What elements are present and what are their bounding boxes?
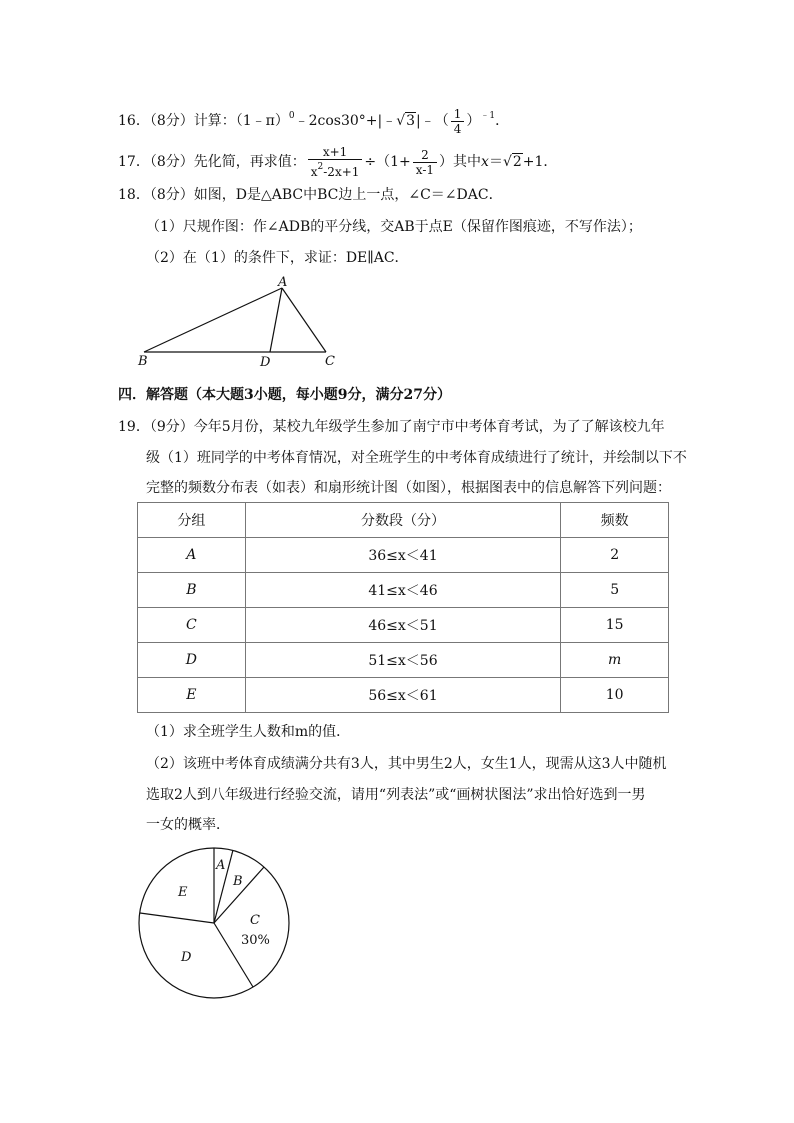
- table-row: [138, 538, 669, 573]
- q17-frac1-num: x+1: [308, 145, 363, 160]
- table-cell-freq: 10: [561, 678, 669, 713]
- q19-sub1: （1）求全班学生人数和m的值．: [146, 724, 351, 740]
- q16-frac-den: 4: [453, 121, 462, 136]
- side-ac: [282, 288, 326, 352]
- q19-line2: 级（1）班同学的中考体育情况，对全班学生的中考体育成绩进行了统计，并绘制以下不: [146, 450, 687, 466]
- table-header: 分组: [138, 503, 246, 538]
- q17-frac1-den-a: x: [310, 165, 318, 179]
- q16-exp-neg1: ﹣1: [480, 111, 496, 121]
- q16-part3: |﹣（: [416, 113, 449, 129]
- pie-label-a: A: [216, 858, 226, 873]
- q17-label: 17．（8分）先化简，再求值：: [118, 154, 306, 170]
- frequency-table: [137, 502, 669, 713]
- table-row: [138, 678, 669, 713]
- question-18: [118, 185, 503, 205]
- table-cell-group: A: [138, 538, 246, 573]
- table-cell-group: E: [138, 678, 246, 713]
- q17-frac1-den-sup: 2: [317, 162, 324, 172]
- q19-sub2-line1: （2）该班中考体育成绩满分共有3人，其中男生2人，女生1人，现需从这3人中随机: [146, 756, 667, 772]
- q16-exp-zero: 0: [288, 111, 295, 121]
- pie-figure: [130, 840, 290, 1005]
- q17-div: ÷（1+: [364, 154, 411, 170]
- question-16: 16．（8分）计算：（1﹣π）$^0$﹣2cos30°+|﹣√3|﹣（ $\frac{1}{4}$ ）$^{﹣1}$．: [118, 106, 510, 136]
- q18-label: 18．（8分）如图，: [118, 187, 236, 203]
- table-cell-range: 46≤x＜51: [245, 608, 561, 643]
- q17-frac1-den: [308, 160, 363, 179]
- pie-label-e: E: [178, 885, 188, 900]
- table-cell-range: 51≤x＜56: [245, 643, 561, 678]
- table-cell-freq: m: [561, 643, 669, 678]
- table-cell-freq: 5: [561, 573, 669, 608]
- pie-label-d: D: [181, 950, 192, 965]
- table-cell-range: 41≤x＜46: [245, 573, 561, 608]
- pie-label-c: C: [250, 913, 260, 928]
- q17-frac1-den-b: -2x+1: [323, 165, 360, 179]
- pie-radius: [140, 913, 214, 923]
- vertex-label-c: C: [325, 354, 335, 369]
- vertex-label-a: A: [278, 275, 288, 290]
- q18-sub2: （2）在（1）的条件下，求证：DE∥AC．: [146, 250, 409, 266]
- side-ab: [144, 288, 282, 352]
- q17-sqrt-arg: 2: [512, 154, 522, 170]
- table-row: [138, 573, 669, 608]
- table-cell-freq: 15: [561, 608, 669, 643]
- table-cell-group: B: [138, 573, 246, 608]
- pie-label-b: B: [233, 874, 243, 889]
- q16-fraction: [451, 107, 465, 136]
- q17-fraction-2: [413, 148, 437, 177]
- q19-line1: 19．（9分）今年5月份，某校九年级学生参加了南宁市中考体育考试，为了了解该校九年: [118, 419, 665, 435]
- q19-sub2-line2: 选取2人到八年级进行经验交流，请用“列表法”或“画树状图法”求出恰好选到一男: [146, 787, 646, 803]
- table-cell-freq: 2: [561, 538, 669, 573]
- table-header: 频数: [561, 503, 669, 538]
- q16-label: 16．（8分）计算：（1﹣π）: [118, 113, 289, 129]
- q16-end: ．: [495, 113, 510, 129]
- q16-part4: ）: [466, 113, 481, 129]
- table-row: [138, 608, 669, 643]
- vertex-label-d: D: [260, 355, 271, 370]
- section-4-title: 四．解答题（本大题3小题，每小题9分，满分27分）: [118, 387, 451, 403]
- table-header-row: [138, 503, 669, 538]
- table-cell-group: C: [138, 608, 246, 643]
- segment-ad: [270, 288, 282, 352]
- q19-line3: 完整的频数分布表（如表）和扇形统计图（如图），根据图表中的信息解答下列问题：: [146, 480, 671, 496]
- q16-frac-num: 1: [451, 107, 465, 122]
- table-cell-range: 36≤x＜41: [245, 538, 561, 573]
- q17-fraction-1: [308, 145, 363, 179]
- q18-text: D是△ABC中BC边上一点，∠C＝∠DAC．: [235, 187, 503, 203]
- q17-frac2-den: x-1: [415, 162, 435, 177]
- q16-part2: ﹣2cos30°+|﹣: [294, 113, 397, 129]
- q17-eq: ＝: [488, 154, 503, 170]
- q17-var-x: x: [481, 154, 489, 170]
- q18-sub1: （1）尺规作图：作∠ADB的平分线，交AB于点E（保留作图痕迹，不写作法）；: [146, 219, 642, 235]
- q17-after: ）其中: [439, 154, 482, 170]
- q16-sqrt-arg: 3: [406, 113, 416, 129]
- table-cell-group: D: [138, 643, 246, 678]
- q19-sub2-line3: 一女的概率．: [146, 817, 230, 833]
- table-row: [138, 643, 669, 678]
- q17-frac2-num: 2: [413, 148, 437, 163]
- q17-end: +1．: [522, 154, 558, 170]
- pie-percent-c: 30%: [241, 933, 270, 948]
- triangle-figure: [130, 274, 350, 374]
- vertex-label-b: B: [138, 354, 148, 369]
- table-cell-range: 56≤x＜61: [245, 678, 561, 713]
- table-header: 分数段（分）: [245, 503, 561, 538]
- question-17: 17．（8分）先化简，再求值： $\frac{x+1}{x^2-2x+1}$ ÷（1+ $\frac{2}{x-1}$ ）其中x＝√2+1．: [118, 145, 558, 179]
